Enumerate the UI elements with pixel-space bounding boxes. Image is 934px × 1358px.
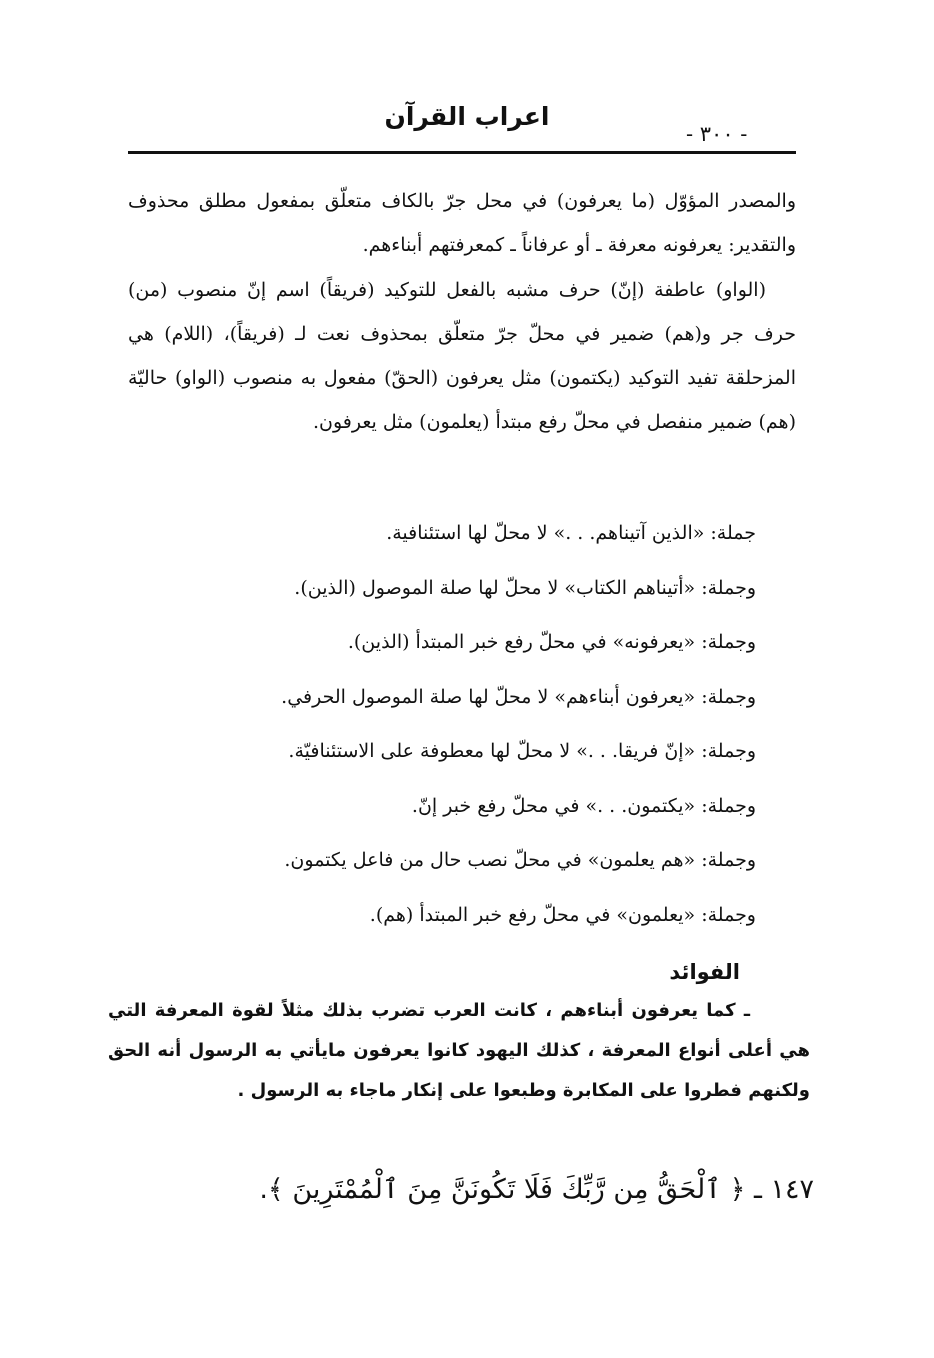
sentence-analysis-item: وجملة: «أتيناهم الكتاب» لا محلّ لها صلة الموصول (الذين). xyxy=(294,576,756,599)
paragraph-1: والمصدر المؤوّل (ما يعرفون) في محل جرّ بالكاف متعلّق بمفعول مطلق محذوف والتقدير: يعرفونه معرفة ـ أو عرفاناً ـ كمعرفتهم أبناءهم. xyxy=(128,190,796,256)
sentence-analysis-item: وجملة: «يعرفون أبناءهم» لا محلّ لها صلة الموصول الحرفي. xyxy=(281,685,756,708)
sentence-analysis-item: وجملة: «يعلمون» في محلّ رفع خبر المبتدأ (هم). xyxy=(369,903,756,926)
header-divider xyxy=(128,151,796,154)
section-heading-fawaid: الفوائد xyxy=(669,960,740,984)
quran-verse: ١٤٧ ـ ﴿ ٱلْحَقُّ مِن رَّبِّكَ فَلَا تَكُونَنَّ مِنَ ٱلْمُمْتَرِينَ ﴾. xyxy=(259,1174,814,1205)
paragraph-2: (الواو) عاطفة (إنّ) حرف مشبه بالفعل للتوكيد (فريقاً) اسم إنّ منصوب (من) حرف جر و(هم) ضمير في محلّ جرّ متعلّق بمحذوف نعت لـ (فريقاً)، (اللام) هي المزحلقة تفيد التوكيد (يكتمون) مثل يعرفون (الحقّ) مفعول به منصوب (الواو) حاليّة (هم) ضمير منفصل في محلّ رفع مبتدأ (يعلمون) مثل يعرفون. xyxy=(128,279,796,433)
fawaid-paragraph: ـ كما يعرفون أبناءهم ، كانت العرب تضرب بذلك مثلاً لقوة المعرفة التي هي أعلى أنواع المعرفة ، كذلك اليهود كانوا يعرفون مايأتي به الرسول أنه الحق ولكنهم فطروا على المكابرة وطبعوا على إنكار ماجاء به الرسول . xyxy=(108,1000,810,1101)
sentence-analysis-item: وجملة: «إنّ فريقا. . .» لا محلّ لها معطوفة على الاستئنافيّة. xyxy=(288,740,756,762)
sentence-analysis-item: جملة: «الذين آتيناهم. . .» لا محلّ لها استئنافية. xyxy=(386,522,756,544)
running-header-title: اعراب القرآن xyxy=(384,102,550,131)
sentence-analysis-item: وجملة: «يكتمون. . .» في محلّ رفع خبر إنّ. xyxy=(411,794,756,817)
sentence-analysis-item: وجملة: «هم يعلمون» في محلّ نصب حال من فاعل يكتمون. xyxy=(284,849,756,871)
sentence-analysis-list xyxy=(128,506,756,942)
page-number: - ٣٠٠ - xyxy=(686,122,748,146)
sentence-analysis-item: وجملة: «يعرفونه» في محلّ رفع خبر المبتدأ (الذين). xyxy=(347,631,756,653)
